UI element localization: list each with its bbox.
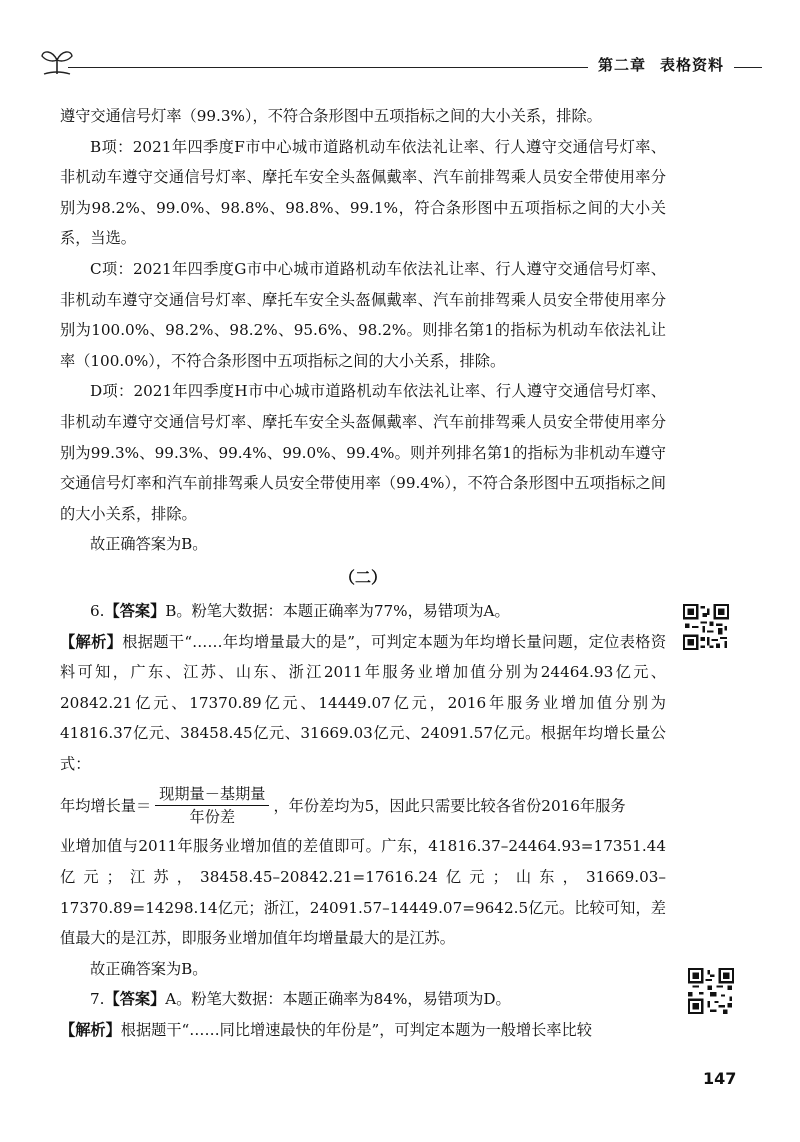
answer-conclusion-5: 故正确答案为B。 — [90, 535, 208, 554]
sprout-icon — [40, 44, 74, 78]
page-number: 147 — [703, 1069, 737, 1088]
paragraph-option-c: C项：2021年四季度G市中心城市道路机动车依法礼让率、行人遵守交通信号灯率、非机动车遵守交通信号灯率、摩托车安全头盔佩戴率、汽车前排驾乘人员安全带使用率分别为100.0%、98.2%、98.2%、95.6%、98.2%。则排名第1的指标为机动车依法礼让率（100.0%），不符合条形图中五项指标之间的大小关系，排除。 — [60, 259, 666, 370]
q7-analysis — [60, 1015, 666, 1046]
paragraph-option-d: D项：2021年四季度H市中心城市道路机动车依法礼让率、行人遵守交通信号灯率、非机动车遵守交通信号灯率、摩托车安全头盔佩戴率、汽车前排驾乘人员安全带使用率分别为99.3%、99.3%、99.4%、99.0%、99.4%。则并列排名第1的指标为非机动车遵守交通信号灯率和汽车前排驾乘人员安全带使用率（99.4%），不符合条形图中五项指标之间的大小关系，排除。 — [60, 382, 666, 523]
q6-answer-tag: 【答案】 — [104, 601, 166, 620]
q7-answer-tag: 【答案】 — [104, 990, 166, 1009]
chapter-heading — [588, 54, 734, 75]
q6-analysis-text: 根据题干“……年均增量最大的是”，可判定本题为年均增长量问题，定位表格资料可知，广东、江苏、山东、浙江2011年服务业增加值分别为24464.93亿元、20842.21亿元、17370.89亿元、14449.07亿元，2016年服务业增加值分别为41816.37亿元、38458.45亿元、31669.03亿元、24091.57亿元。根据年均增长量公式： — [60, 632, 667, 773]
section-title: （二） — [338, 567, 387, 587]
q7-answer-text: A。粉笔大数据：本题正确率为84%，易错项为D。 — [165, 990, 511, 1009]
formula-lhs: 年均增长量＝ — [60, 796, 152, 815]
running-header — [40, 44, 762, 78]
chapter-title: 表格资料 — [659, 56, 724, 74]
q7-analysis-tag: 【解析】 — [60, 1021, 121, 1040]
chapter-label: 第二章 — [597, 56, 646, 74]
qr-code-q7[interactable] — [688, 968, 734, 1014]
q6-answer — [60, 596, 666, 627]
q7-number: 7. — [90, 990, 105, 1009]
formula-denominator: 年份差 — [189, 807, 236, 826]
q6-analysis — [60, 627, 666, 780]
page-body — [60, 101, 666, 1046]
formula-tail: ，年份差均为5，因此只需要比较各省份2016年服务 — [273, 796, 626, 815]
q6-conclusion: 故正确答案为B。 — [90, 959, 208, 978]
paragraph-option-b: B项：2021年四季度F市中心城市道路机动车依法礼让率、行人遵守交通信号灯率、非机动车遵守交通信号灯率、摩托车安全头盔佩戴率、汽车前排驾乘人员安全带使用率分别为98.2%、99.0%、98.8%、98.8%、99.1%，符合条形图中五项指标之间的大小关系，当选。 — [60, 137, 666, 248]
qr-code-q6[interactable] — [683, 604, 729, 650]
formula-numerator: 现期量－基期量 — [155, 784, 269, 806]
q6-analysis-tag: 【解析】 — [60, 632, 123, 651]
q6-analysis-continued: 业增加值与2011年服务业增加值的差值即可。广东，41816.37–24464.93=17351.44亿元；江苏，38458.45–20842.21=17616.24亿元；山东，31669.03–17370.89=14298.14亿元；浙江，24091.57–14449.07=9642.5亿元。比较可知，差值最大的是江苏，即服务业增加值年均增量最大的是江苏。 — [60, 837, 666, 948]
formula-fraction — [155, 784, 269, 827]
q7-analysis-text: 根据题干“……同比增速最快的年份是”，可判定本题为一般增长率比较 — [120, 1021, 592, 1040]
paragraph-a-tail: 遵守交通信号灯率（99.3%），不符合条形图中五项指标之间的大小关系，排除。 — [60, 107, 602, 125]
growth-formula — [60, 779, 666, 831]
q6-answer-text: B。粉笔大数据：本题正确率为77%，易错项为A。 — [165, 601, 510, 620]
q6-number: 6. — [90, 601, 105, 620]
q7-answer — [60, 984, 666, 1015]
